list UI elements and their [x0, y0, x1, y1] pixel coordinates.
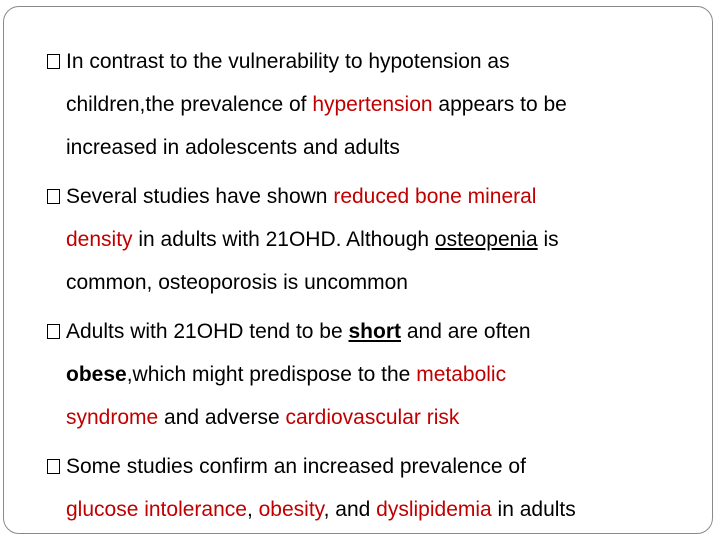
bullet-1-line-1 [66, 50, 510, 74]
text-segment: in adults [491, 498, 576, 521]
bullet-3-line-1 [66, 320, 531, 344]
text-segment: reduced bone mineral [333, 185, 537, 208]
bullet-1-line-3 [66, 136, 400, 160]
text-segment: children,the prevalence of [66, 93, 313, 116]
bullet-3-line-3 [66, 406, 459, 430]
text-segment: cardiovascular risk [285, 406, 460, 429]
text-segment: osteopenia [434, 228, 538, 251]
text-segment: obese [66, 363, 127, 386]
text-segment: is [537, 228, 559, 251]
text-segment: density [66, 228, 133, 251]
bullet-2-line-2 [66, 228, 559, 252]
bullet-4-line-2 [66, 498, 576, 522]
bullet-box-icon [47, 189, 60, 204]
bullet-box-icon [47, 324, 60, 339]
text-segment: hypertension [312, 93, 433, 116]
text-segment: in adults with 21OHD. Although [132, 228, 435, 251]
text-segment: and are often [401, 320, 531, 343]
text-segment: Some studies confirm an increased prevalence of [66, 455, 526, 478]
bullet-1-line-2 [66, 93, 567, 117]
bullet-box-icon [47, 459, 60, 474]
text-segment: metabolic [416, 363, 507, 386]
text-segment: , and [323, 498, 377, 521]
bullet-2-line-1 [66, 185, 536, 209]
text-segment: obesity [258, 498, 324, 521]
bullet-4-line-1 [66, 455, 526, 479]
bullet-box-icon [47, 54, 60, 69]
bullet-3-line-2 [66, 363, 506, 387]
text-segment: common, osteoporosis is uncommon [66, 271, 408, 294]
text-segment: appears to be [432, 93, 567, 116]
text-segment: and adverse [158, 406, 286, 429]
text-segment: In contrast to the vulnerability to hypotension as [66, 50, 510, 73]
text-segment: syndrome [66, 406, 159, 429]
text-segment: , [246, 498, 259, 521]
text-segment: glucose intolerance [66, 498, 247, 521]
text-segment: increased in adolescents and adults [66, 136, 400, 159]
bullet-2-line-3 [66, 271, 408, 295]
text-segment: Several studies have shown [66, 185, 334, 208]
text-segment: short [348, 320, 401, 343]
text-segment: dyslipidemia [376, 498, 492, 521]
text-segment: Adults with 21OHD tend to be [66, 320, 349, 343]
text-segment: ,which might predispose to the [126, 363, 417, 386]
